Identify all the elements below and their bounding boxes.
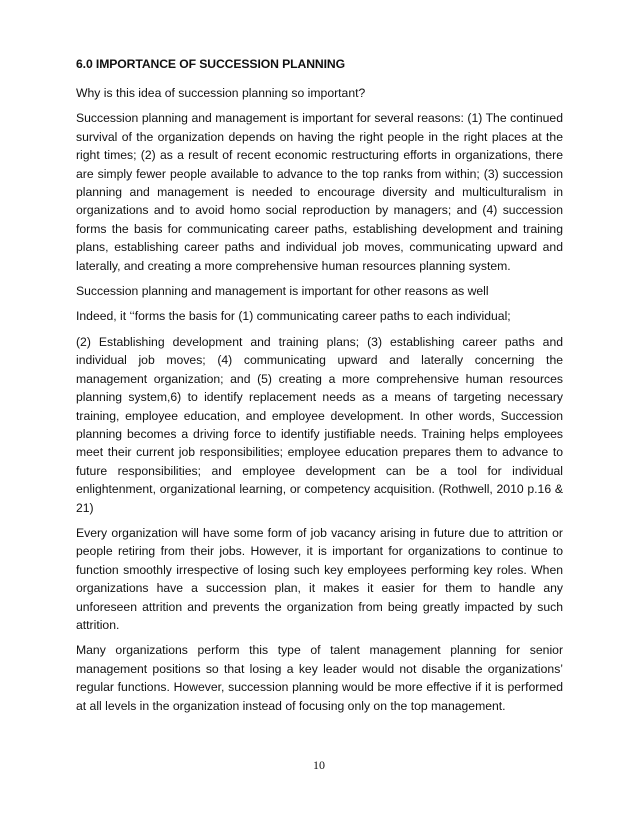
paragraph-reasons: Succession planning and management is important for several reasons: (1) The continued survival of the organization depends on having the right people in the right places at the right times; (2) as a result of recent economic restructuring efforts in organizations, there are simply fewer people available to advance to the top ranks from within; (3) succession planning and management is needed to encourage diversity and multiculturalism in organizations and to avoid homo social reproduction by managers; and (4) succession forms the basis for communicating career paths, establishing development and training plans, establishing career paths and individual job moves, communicating upward and laterally, and creating a more comprehensive human resources planning system. [76, 111, 563, 273]
paragraph-senior-management: Many organizations perform this type of talent management planning for senior management positions so that losing a key leader would not disable the organizations’ regular functions. However, succession planning would be more effective if it is performed at all levels in the organization instead of focusing only on the top management. [76, 643, 563, 713]
page-number: 10 [313, 758, 325, 772]
document-page [76, 55, 563, 722]
paragraph-establishing: (2) Establishing development and training plans; (3) establishing career paths and individual job moves; (4) communicating upward and laterally concerning the management organization; and (5) creating a more comprehensive human resources planning system,6) to identify replacement needs as a means of targeting necessary training, employee education, and employee development. In other words, Succession planning becomes a driving force to identify justifiable needs. Training helps employees meet their current job responsibilities; employee education prepares them to advance to future responsibilities; and employee development can be a tool for individual enlightenment, organizational learning, or competency acquisition. (Rothwell, 2010 p.16 & 21) [76, 334, 563, 515]
intro-question: Why is this idea of succession planning so important? [76, 86, 366, 100]
paragraph-indeed: Indeed, it ‘‘forms the basis for (1) communicating career paths to each individual; [76, 309, 511, 324]
paragraph-other-reasons: Succession planning and management is important for other reasons as well [76, 284, 489, 299]
section-heading: 6.0 IMPORTANCE OF SUCCESSION PLANNING [76, 57, 345, 71]
paragraph-vacancy: Every organization will have some form of job vacancy arising in future due to attrition or people retiring from their jobs. However, it is important for organizations to continue to function smoothly irrespective of losing such key employees performing key roles. When organizations have a succession plan, it makes it easier for them to handle any unforeseen attrition and prevents the organization from being greatly impacted by such attrition. [76, 525, 563, 632]
